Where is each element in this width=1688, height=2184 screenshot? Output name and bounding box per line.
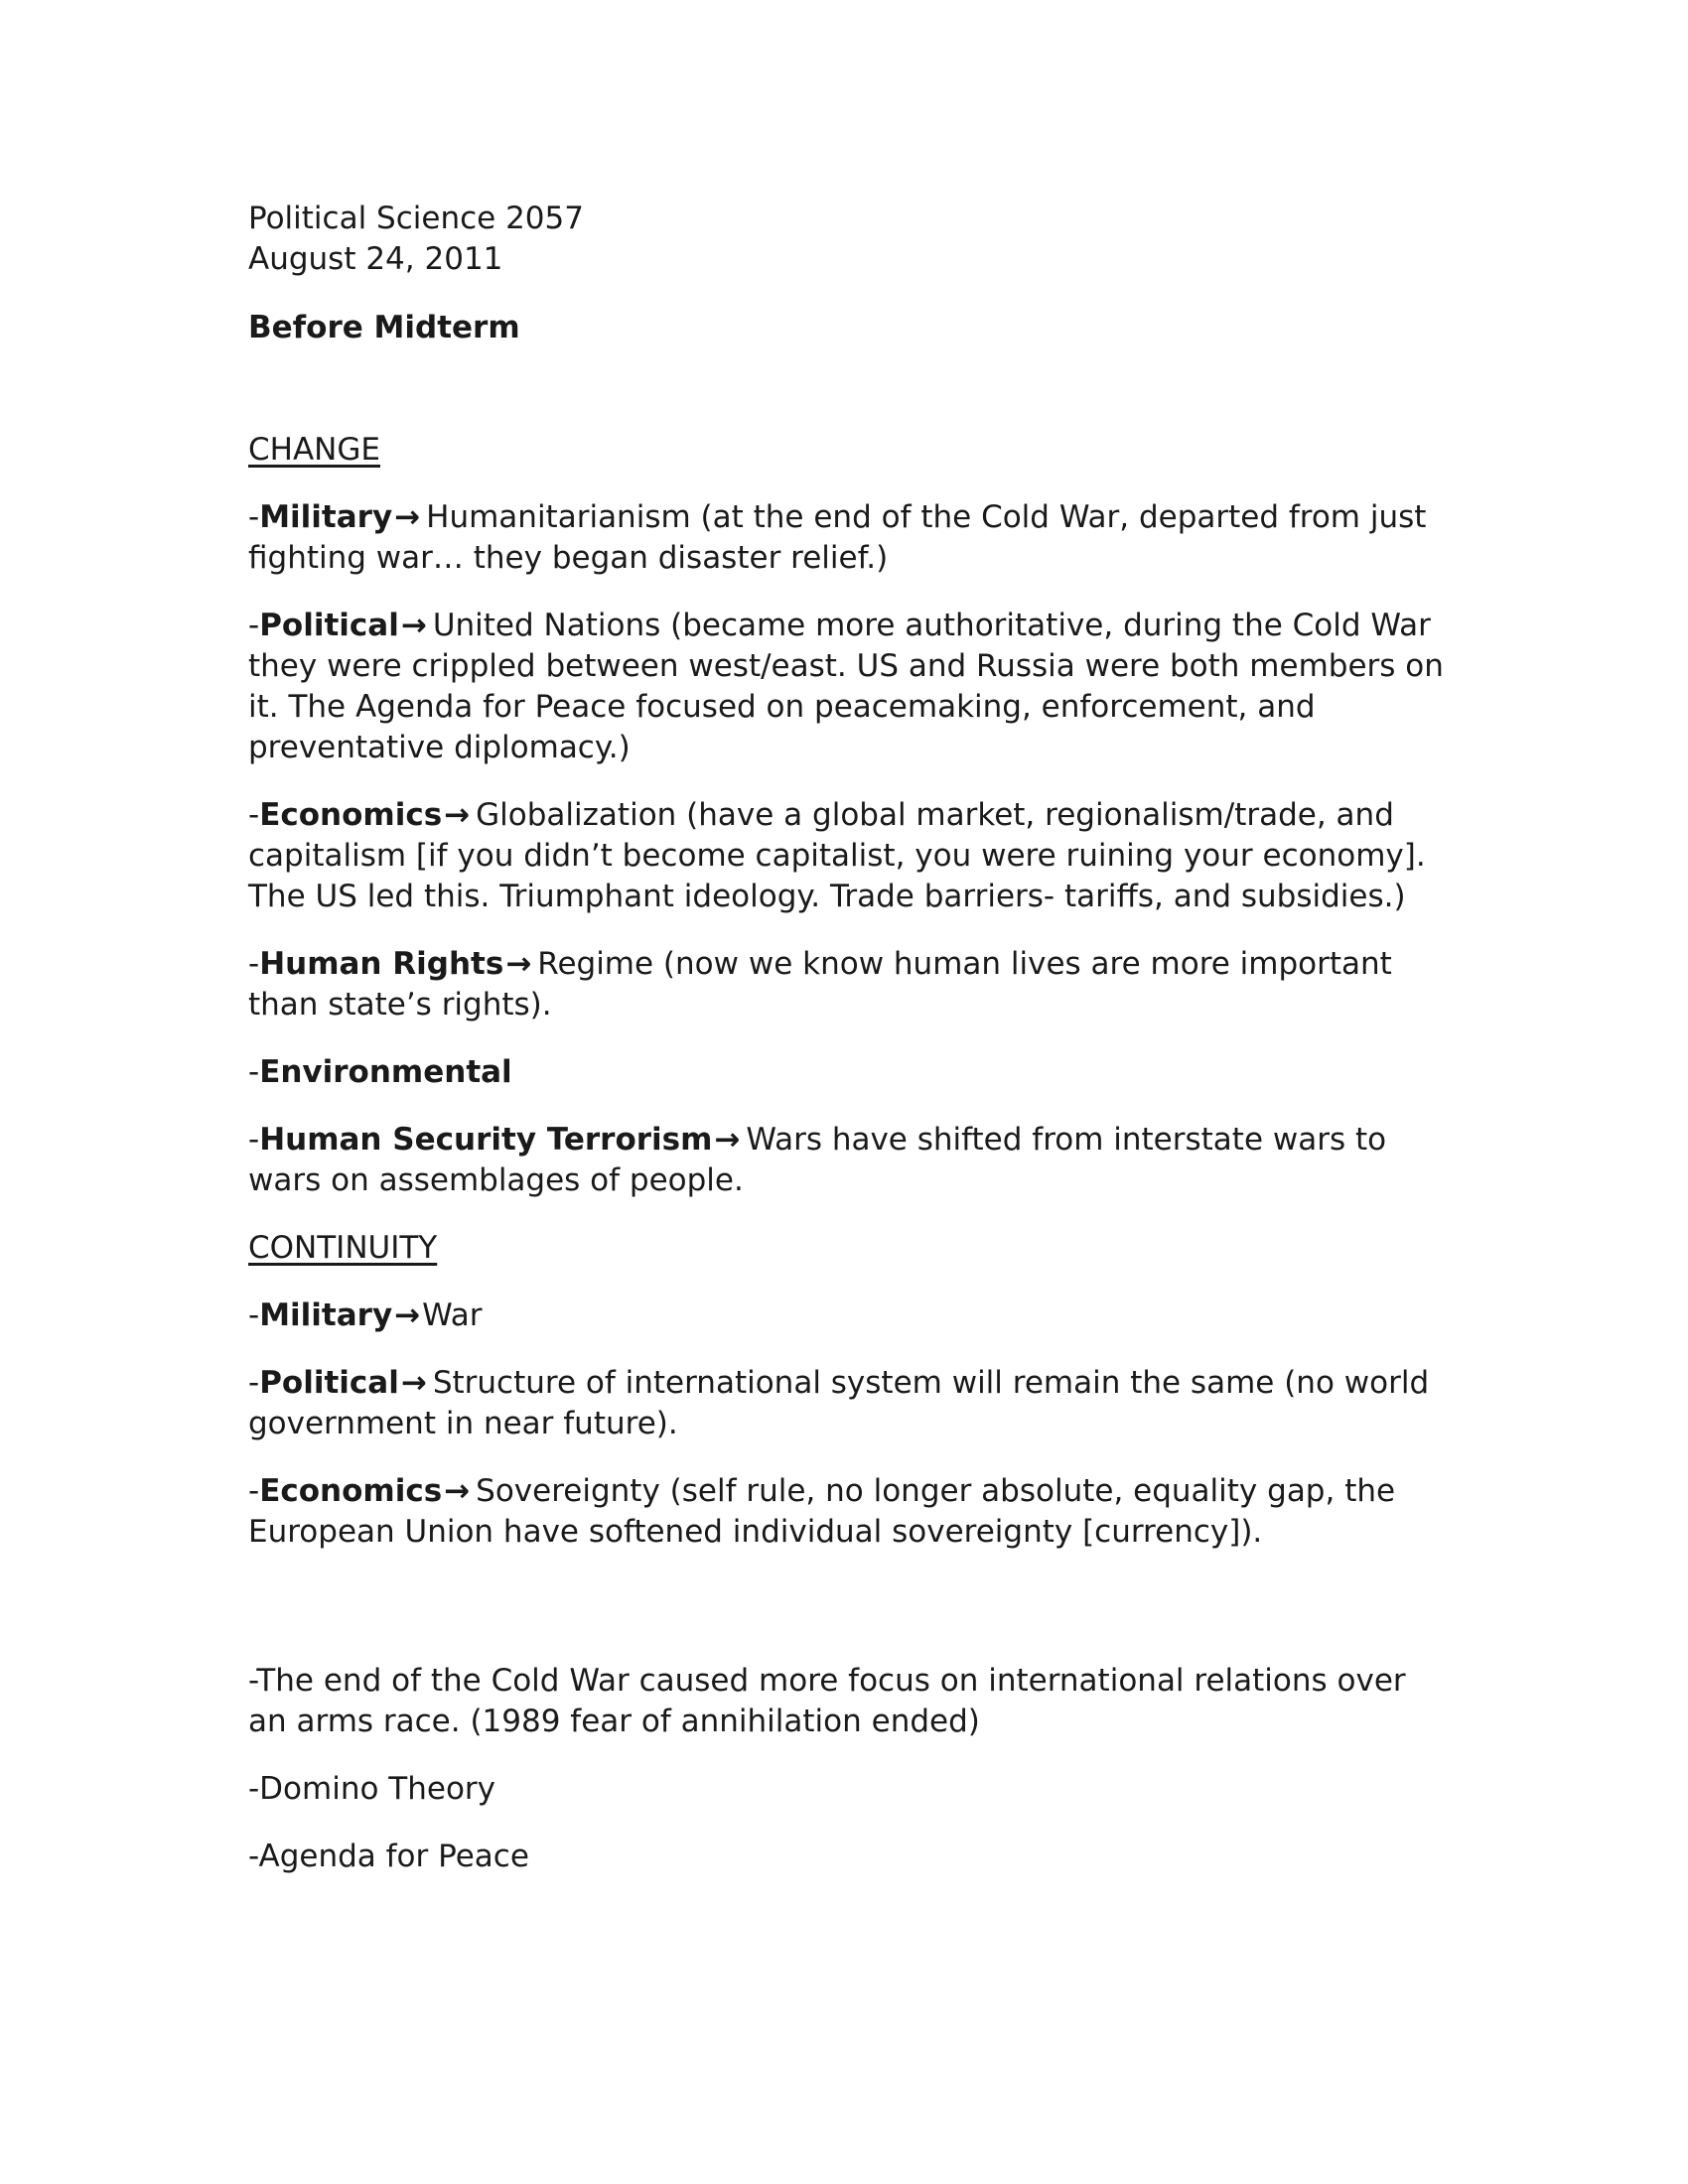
arrow-icon: → <box>400 608 427 643</box>
arrow-icon: → <box>394 499 421 535</box>
item-term: Political <box>259 1365 399 1401</box>
item-prefix: - <box>248 1122 260 1158</box>
document-date: August 24, 2011 <box>248 241 503 277</box>
arrow-icon: → <box>714 1122 741 1158</box>
continuity-item-military <box>248 1296 1450 1336</box>
course-name: Political Science 2057 <box>248 201 584 236</box>
change-item-economics <box>248 795 1450 917</box>
change-item-political <box>248 606 1450 768</box>
item-prefix: - <box>248 499 260 535</box>
item-prefix: - <box>248 797 260 833</box>
item-term: Human Security Terrorism <box>259 1122 713 1158</box>
item-text: Humanitarianism (at the end of the Cold War, departed from just fighting war… they began disaster relief.) <box>248 499 1427 576</box>
item-prefix: - <box>248 608 260 643</box>
change-item-military <box>248 497 1450 579</box>
item-term: Political <box>259 608 399 643</box>
item-term: Environmental <box>259 1054 512 1090</box>
continuity-item-political <box>248 1363 1450 1444</box>
arrow-icon: → <box>444 1473 471 1509</box>
document-title: Before Midterm <box>248 310 520 345</box>
item-prefix: - <box>248 1473 260 1509</box>
document-body <box>248 199 1450 1904</box>
arrow-icon: → <box>505 946 532 982</box>
item-prefix: - <box>248 1297 260 1333</box>
item-text: Sovereignty (self rule, no longer absolute, equality gap, the European Union have softened individual sovereignty [currency]). <box>248 1473 1396 1550</box>
item-term: Human Rights <box>259 946 504 982</box>
item-text: War <box>422 1297 483 1333</box>
item-prefix: - <box>248 1365 260 1401</box>
item-term: Economics <box>259 1473 443 1509</box>
arrow-icon: → <box>400 1365 427 1401</box>
item-text: Globalization (have a global market, regionalism/trade, and capitalism [if you didn’t become capitalist, you were ruining your economy]. The US led this. Triumphant ideology. Trade barriers- tariffs, and subsidies.) <box>248 797 1426 914</box>
continuity-item-economics <box>248 1471 1450 1553</box>
item-term: Military <box>259 1297 393 1333</box>
arrow-icon: → <box>394 1297 421 1333</box>
item-text: United Nations (became more authoritative, during the Cold War they were crippled between west/east. US and Russia were both members on it. The Agenda for Peace focused on peacemaking, enforcement, and preventative diplomacy.) <box>248 608 1444 765</box>
change-item-human-rights <box>248 944 1450 1025</box>
item-prefix: - <box>248 1054 260 1090</box>
arrow-icon: → <box>444 797 471 833</box>
section-title-change: CHANGE <box>248 432 380 468</box>
item-text: Regime (now we know human lives are more important than state’s rights). <box>248 946 1392 1023</box>
note-domino-theory: -Domino Theory <box>248 1771 496 1807</box>
note-cold-war: -The end of the Cold War caused more focus on international relations over an arms race. (1989 fear of annihilation ended) <box>248 1663 1406 1739</box>
item-prefix: - <box>248 946 260 982</box>
section-title-continuity: CONTINUITY <box>248 1230 438 1266</box>
item-term: Economics <box>259 797 443 833</box>
item-text: Structure of international system will remain the same (no world government in near future). <box>248 1365 1430 1441</box>
change-item-environmental <box>248 1052 1450 1093</box>
change-item-human-security <box>248 1120 1450 1201</box>
item-term: Military <box>259 499 393 535</box>
item-text: Wars have shifted from interstate wars to wars on assemblages of people. <box>248 1122 1387 1198</box>
note-agenda-for-peace: -Agenda for Peace <box>248 1839 529 1874</box>
